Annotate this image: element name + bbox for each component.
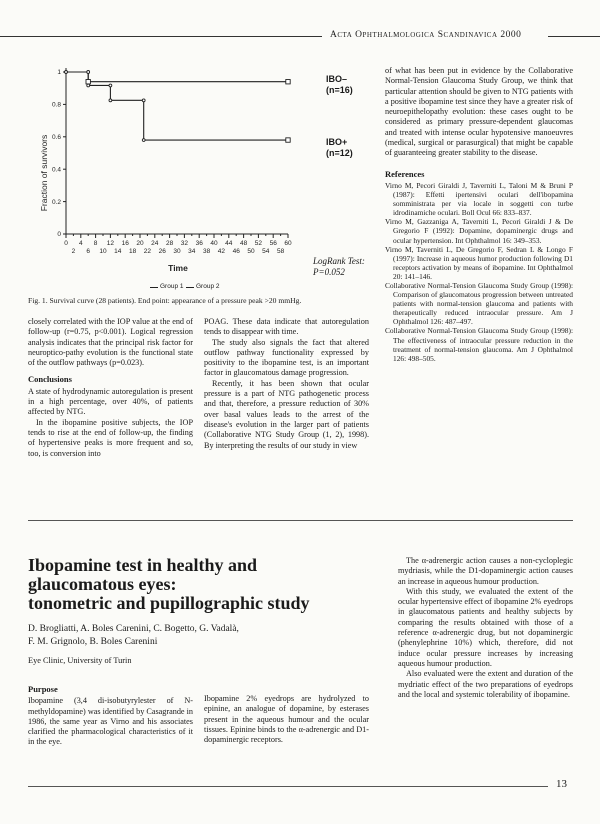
reference-item: Collaborative Normal-Tension Glaucoma Study Group (1998): The effectiveness of intraocular pressure reduction in the treatment of normal-tension glaucoma. Am J Ophthalmol 126: 498–505. (385, 326, 573, 363)
logrank-label: LogRank Test: (313, 256, 365, 266)
header-rule-left (0, 36, 322, 37)
references-heading: References (385, 168, 425, 179)
censored-mark (286, 80, 290, 84)
x-tick-label: 18 (128, 248, 137, 255)
ibo-plus-label (326, 137, 353, 159)
x-tick-label: 52 (254, 240, 263, 247)
x-tick-label: 40 (210, 240, 218, 247)
x-tick-label: 36 (195, 240, 203, 247)
title-line: tonometric and pupillographic study (28, 593, 310, 613)
x-tick-label: 60 (284, 240, 292, 247)
paragraph: closely correlated with the IOP value at the end of follow-up (r=0.75, p<0.001). Logical regression analysis indicates that the principal risk factor for neuroptico-pathy evolution is the functional state of the outflow pathways (p=0.023). (28, 317, 193, 368)
censored-mark (286, 138, 290, 142)
paragraph: The study also signals the fact that altered outflow pathway functionality expressed by positivity to the ibopamine test, is an important factor in glaucomatous damage progression. (204, 337, 369, 378)
x-tick-label: 0 (64, 240, 68, 247)
paragraph: POAG. These data indicate that autoregulation tends to disappear with time. (204, 317, 369, 337)
x-tick-label: 28 (165, 240, 174, 247)
paragraph: Ibopamine (3,4 di-isobutyrylester of N-methyldopamine) was identified by Casagrande in 1986, the same year as Virno and his associates clarified the pharmacological characteristics of it in the eye. (28, 696, 193, 747)
x-tick-label: 42 (217, 248, 226, 255)
series-line-ibo-minus (66, 72, 288, 82)
y-tick-label: 0.4 (51, 166, 61, 174)
x-tick-label: 38 (202, 248, 211, 255)
x-tick-label: 22 (143, 248, 152, 255)
data-point (87, 84, 90, 87)
y-tick-label: 0.2 (51, 198, 61, 206)
ibo-minus-label (326, 74, 353, 96)
top-middle-column (204, 317, 369, 451)
paragraph: With this study, we evaluated the extent of the ocular hypertensive effect of ibopamine 2% eyedrops in glaucomatous patients and healthy subjects by comparing the results obtained with those of a reference α-adrenergic drug, but not dopaminergic (phenylephrine 10%) which, therefore, did not induce ocular pressure increases by increasing aqueous humour production. (398, 586, 573, 668)
x-tick-label: 48 (239, 240, 248, 247)
x-tick-label: 54 (262, 248, 270, 255)
paragraph: of what has been put in evidence by the Collaborative Normal-Tension Glaucoma Study Group, we think that particular attention should be given to NTG patients with a positive ibopamine test since they have a greater risk of neuroepithelopathy evolution: these cases ought to be considered as primary pressure-dependent glaucomas and treated with intense ocular hypotensive manoeuvres (medical, surgical or parasurgical) that might be capable of guaranteeing greater stability to the disease. (385, 66, 573, 158)
logrank-annotation (313, 256, 365, 278)
y-tick-label: 0.8 (51, 101, 61, 109)
x-tick-label: 10 (99, 248, 107, 255)
purpose-column (28, 684, 193, 748)
affiliation: Eye Clinic, University of Turin (28, 656, 132, 665)
x-axis-title: Time (168, 263, 188, 273)
x-tick-label: 30 (173, 248, 181, 255)
x-tick-label: 44 (225, 240, 233, 247)
data-point (109, 84, 112, 87)
group1-label: Group 1 (160, 283, 184, 290)
ibo-plus-name: IBO+ (326, 137, 348, 147)
group2-swatch (186, 287, 194, 288)
title-line: Ibopamine test in healthy and (28, 555, 258, 575)
x-tick-label: 12 (106, 240, 115, 247)
y-axis-label: Fraction of survivors (39, 134, 49, 212)
article-title (28, 556, 378, 613)
censored-mark (86, 80, 90, 84)
x-tick-label: 14 (114, 248, 122, 255)
section-divider (28, 520, 573, 521)
reference-item: Collaborative Normal-Tension Glaucoma Study Group (1998): Comparison of glaucomatous progression between untreated patients with normal-tension glaucoma and patients with therapeutically reduced intraocular pressure. Am J Ophthalmol 126: 487–497. (385, 281, 573, 327)
x-tick-label: 32 (180, 240, 189, 247)
group2-label: Group 2 (196, 283, 220, 290)
page-number: 13 (556, 778, 567, 790)
authors-line: D. Brogliatti, A. Boles Carenini, C. Bogetto, G. Vadalà, (28, 624, 239, 634)
paragraph: The α-adrenergic action causes a non-cycloplegic mydriasis, while the D1-dopaminergic action causes an increase in aqueous humour production. (398, 556, 573, 586)
y-tick-label: 1 (57, 69, 61, 77)
footer-rule (28, 786, 548, 787)
journal-header: Acta Ophthalmologica Scandinavica 2000 (330, 30, 522, 40)
paragraph: A state of hydrodynamic autoregulation is present in a high percentage, over 40%, of patients affected by NTG. (28, 386, 193, 417)
x-tick-label: 6 (86, 248, 91, 255)
logrank-p: P=0.052 (313, 267, 345, 277)
figure-caption: Fig. 1. Survival curve (28 patients). End point: appearance of a pressure peak >20 mmHg. (28, 296, 302, 305)
ibo-plus-n: (n=12) (326, 148, 353, 158)
paragraph: Also evaluated were the extent and duration of the mydriatic effect of the two preparations of eyedrops and the local and systemic tolerability of ibopamine. (398, 669, 573, 699)
x-tick-label: 50 (247, 248, 255, 255)
reference-item: Virno M, Taverniti L, De Gregorio F, Sedran L & Longo F (1997): Increase in aqueous humor production following D1 receptors activation by means of ibopamine. Int Ophthalmol 20: 141–146. (385, 244, 573, 281)
top-left-column (28, 317, 193, 459)
ibo-minus-name: IBO– (326, 74, 348, 84)
data-point (142, 99, 145, 102)
reference-list (385, 181, 573, 363)
article2-right-column (398, 556, 573, 700)
data-point (87, 71, 90, 74)
article2-middle-column (204, 694, 369, 745)
paragraph: In the ibopamine positive subjects, the IOP tends to rise at the end of follow-up, the finding of hypertensive peaks is more frequent and so, too, is conversion into (28, 417, 193, 458)
x-tick-label: 8 (93, 240, 98, 247)
paragraph: Recently, it has been shown that ocular pressure is a part of NTG pathogenetic process and that, therefore, a pressure reduction of 30% over basal values leads to the arrest of the disease's evolution in the larger part of patients (Collaborative NTG Study Group (1, 2), 1998). By interpreting the results of our study in view (204, 378, 369, 450)
reference-item: Virno M, Gazzaniga A, Taverniti L, Pecori Giraldi J & De Gregorio F (1992): Dopamine, dopaminergic drugs and ocular hypertension. Int Ophthalmol 16: 349–353. (385, 217, 573, 245)
group1-swatch (150, 287, 158, 288)
x-tick-label: 58 (276, 248, 285, 255)
header-rule-right (548, 36, 600, 37)
x-tick-label: 2 (71, 248, 76, 255)
x-tick-label: 26 (158, 248, 166, 255)
ibo-minus-n: (n=16) (326, 85, 353, 95)
x-tick-label: 56 (269, 240, 277, 247)
title-line: glaucomatous eyes: (28, 574, 177, 594)
data-point (65, 71, 68, 74)
top-right-column (385, 66, 573, 363)
article-authors (28, 623, 378, 649)
y-tick-label: 0.6 (51, 134, 61, 141)
authors-line: F. M. Grignolo, B. Boles Carenini (28, 637, 158, 647)
purpose-heading: Purpose (28, 684, 58, 694)
reference-item: Virno M, Pecori Giraldi J, Taverniti L, Taloni M & Bruni P (1987): Effetti ipertensivi oculari dell'ibopamina somministrata per via locale in soggetti con turbe idrodinamiche oculari. Boll Ocul 66: 833–837. (385, 180, 573, 218)
data-point (109, 99, 112, 102)
x-tick-label: 4 (78, 240, 83, 247)
y-tick-label: 0 (57, 231, 61, 239)
conclusions-heading: Conclusions (28, 374, 72, 385)
data-point (142, 139, 145, 142)
x-tick-label: 34 (188, 248, 196, 255)
x-tick-label: 46 (232, 248, 240, 255)
x-tick-label: 16 (121, 240, 129, 247)
paragraph: Ibopamine 2% eyedrops are hydrolyzed to epinine, an analogue of dopamine, by esterases present in the aqueous humour and the ocular tissues. Epinine binds to the α-adrenergic and D1-dopaminergic receptors. (204, 694, 369, 745)
x-tick-label: 20 (136, 240, 144, 247)
x-tick-label: 24 (151, 240, 159, 247)
